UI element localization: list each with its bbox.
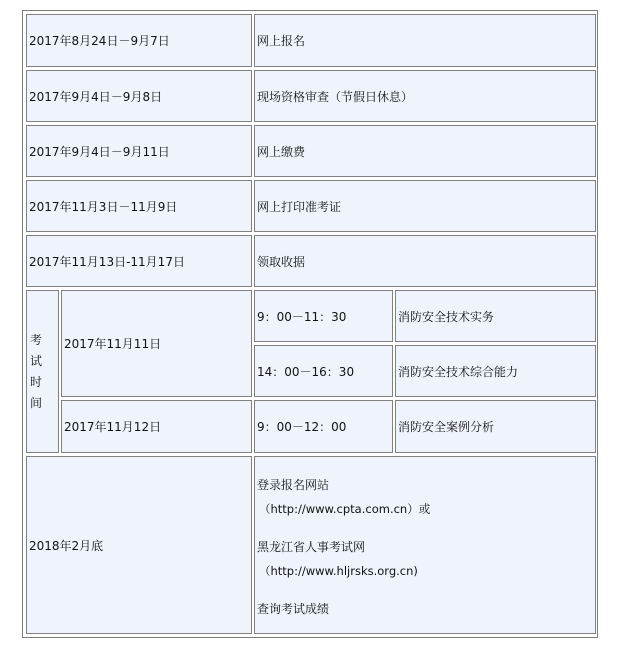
exam-label-char: 考 <box>30 332 43 347</box>
row-date-receipt: 2017年11月13日-11月17日 <box>26 235 252 287</box>
results-line-query-scores: 查询考试成绩 <box>257 602 330 616</box>
results-info <box>254 456 596 634</box>
row-date-registration: 2017年8月24日－9月7日 <box>26 14 252 67</box>
results-line-hljrsks-link[interactable]: （http://www.hljrsks.org.cn) <box>259 564 418 578</box>
results-line-register-site: 登录报名网站 <box>257 478 330 492</box>
exam-day2-date: 2017年11月12日 <box>61 400 252 453</box>
row-event-registration: 网上报名 <box>254 14 596 67</box>
row-event-receipt: 领取收据 <box>254 235 596 287</box>
row-event-qualification: 现场资格审查（节假日休息） <box>254 70 596 122</box>
exam-day1-date: 2017年11月11日 <box>61 290 252 397</box>
results-date: 2018年2月底 <box>26 456 252 634</box>
results-line-provincial-site: 黑龙江省人事考试网 <box>257 540 366 554</box>
row-date-admission-ticket: 2017年11月3日－11月9日 <box>26 180 252 232</box>
exam-day1-session2-subject: 消防安全技术综合能力 <box>395 345 596 397</box>
row-date-qualification: 2017年9月4日－9月8日 <box>26 70 252 122</box>
exam-day2-session1-time: 9：00－12：00 <box>254 400 393 453</box>
exam-time-label <box>26 290 59 453</box>
results-line-cpta-link[interactable]: （http://www.cpta.com.cn）或 <box>259 502 431 516</box>
exam-label-char: 间 <box>30 395 43 410</box>
exam-day1-session2-time: 14：00－16：30 <box>254 345 393 397</box>
exam-day2-session1-subject: 消防安全案例分析 <box>395 400 596 453</box>
row-event-payment: 网上缴费 <box>254 125 596 177</box>
exam-day1-session1-time: 9：00－11：30 <box>254 290 393 342</box>
row-event-admission-ticket: 网上打印准考证 <box>254 180 596 232</box>
exam-label-char: 试 <box>30 353 43 368</box>
exam-day1-session1-subject: 消防安全技术实务 <box>395 290 596 342</box>
schedule-table <box>22 10 598 638</box>
row-date-payment: 2017年9月4日－9月11日 <box>26 125 252 177</box>
exam-label-char: 时 <box>30 374 43 389</box>
